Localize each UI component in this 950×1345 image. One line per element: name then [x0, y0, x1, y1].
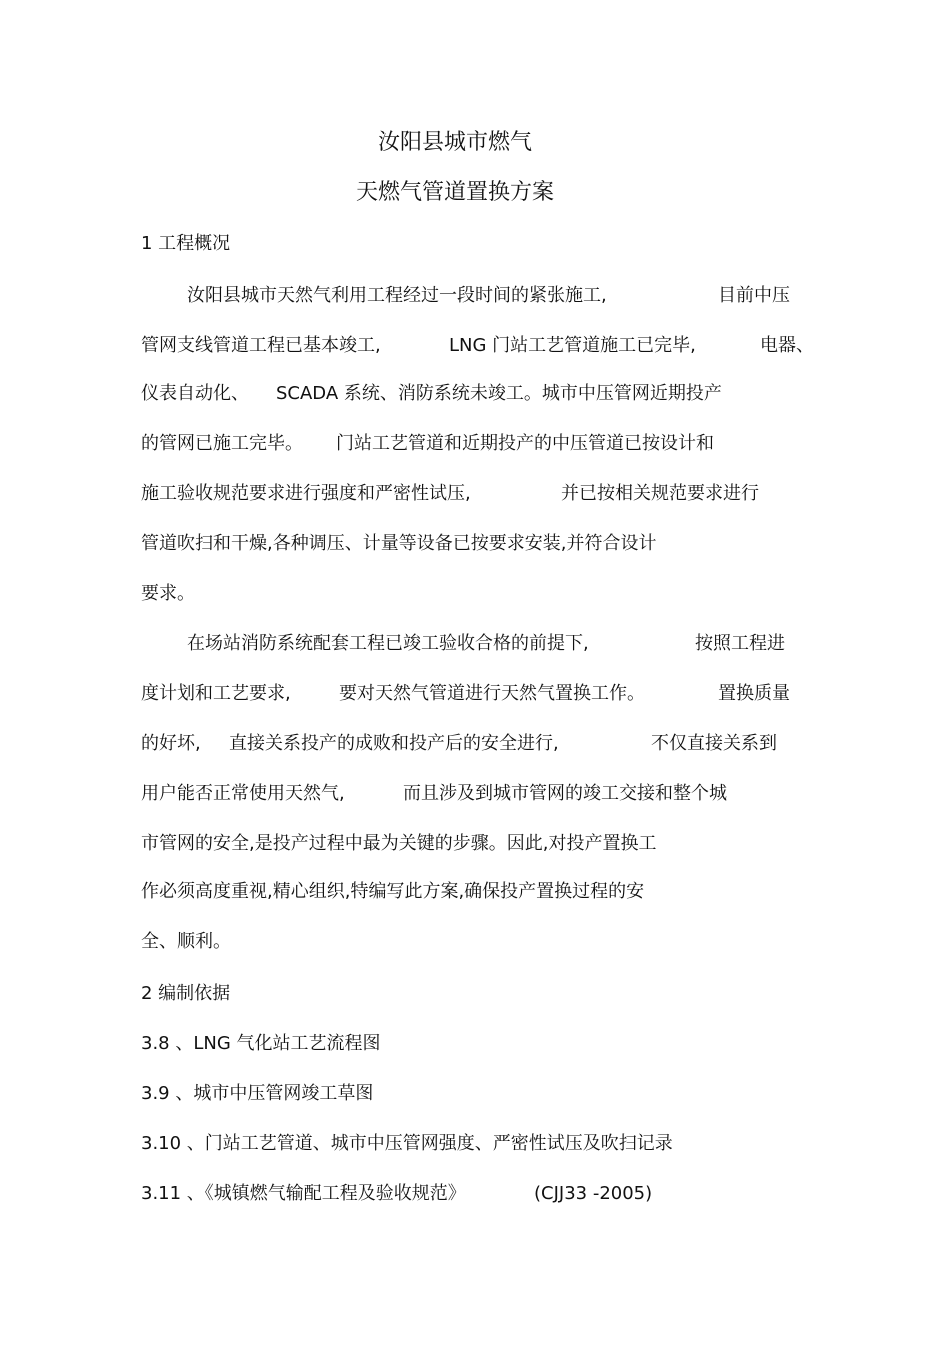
text-line: 目前中压: [718, 285, 790, 306]
text-line: 作必须高度重视,精心组织,特编写此方案,确保投产置换过程的安: [141, 881, 645, 902]
text-line: 要求。: [141, 583, 195, 604]
list-item-code: (CJJ33 -2005): [534, 1183, 653, 1204]
text-line: 管网支线管道工程已基本竣工,: [141, 335, 381, 356]
text-line: 管道吹扫和干燥,各种调压、计量等设备已按要求安装,并符合设计: [141, 533, 657, 554]
text-line: 要对天然气管道进行天然气置换工作。: [339, 683, 645, 704]
section-2-heading: 2 编制依据: [141, 983, 231, 1004]
text-line: 而且涉及到城市管网的竣工交接和整个城: [403, 783, 727, 804]
list-item: 3.8 、LNG 气化站工艺流程图: [141, 1033, 381, 1054]
list-item: 3.10 、门站工艺管道、城市中压管网强度、严密性试压及吹扫记录: [141, 1133, 673, 1154]
text-line: LNG 门站工艺管道施工已完毕,: [449, 335, 696, 356]
text-line: 度计划和工艺要求,: [141, 683, 291, 704]
text-line: 汝阳县城市天然气利用工程经过一段时间的紧张施工,: [187, 285, 607, 306]
text-line: 直接关系投产的成败和投产后的安全进行,: [229, 733, 559, 754]
text-line: 并已按相关规范要求进行: [561, 483, 759, 504]
list-item: 3.9 、城市中压管网竣工草图: [141, 1083, 374, 1104]
text-line: 施工验收规范要求进行强度和严密性试压,: [141, 483, 471, 504]
text-line: 不仅直接关系到: [651, 733, 777, 754]
list-item: 3.11 、《城镇燃气输配工程及验收规范》: [141, 1183, 466, 1204]
text-line: SCADA 系统、消防系统未竣工。城市中压管网近期投产: [276, 383, 722, 404]
page-title-line-1: 汝阳县城市燃气: [377, 130, 532, 155]
text-line: 电器、: [760, 335, 814, 356]
text-line: 在场站消防系统配套工程已竣工验收合格的前提下,: [187, 633, 589, 654]
text-line: 的管网已施工完毕。: [141, 433, 303, 454]
page-title-line-2: 天燃气管道置换方案: [355, 180, 554, 205]
text-line: 按照工程进: [695, 633, 785, 654]
text-line: 仪表自动化、: [141, 383, 249, 404]
text-line: 置换质量: [718, 683, 790, 704]
text-line: 用户能否正常使用天然气,: [141, 783, 345, 804]
text-line: 全、顺利。: [141, 931, 231, 952]
text-line: 门站工艺管道和近期投产的中压管道已按设计和: [336, 433, 714, 454]
text-line: 市管网的安全,是投产过程中最为关键的步骤。因此,对投产置换工: [141, 833, 657, 854]
text-line: 的好坏,: [141, 733, 201, 754]
section-1-heading: 1 工程概况: [141, 233, 231, 254]
